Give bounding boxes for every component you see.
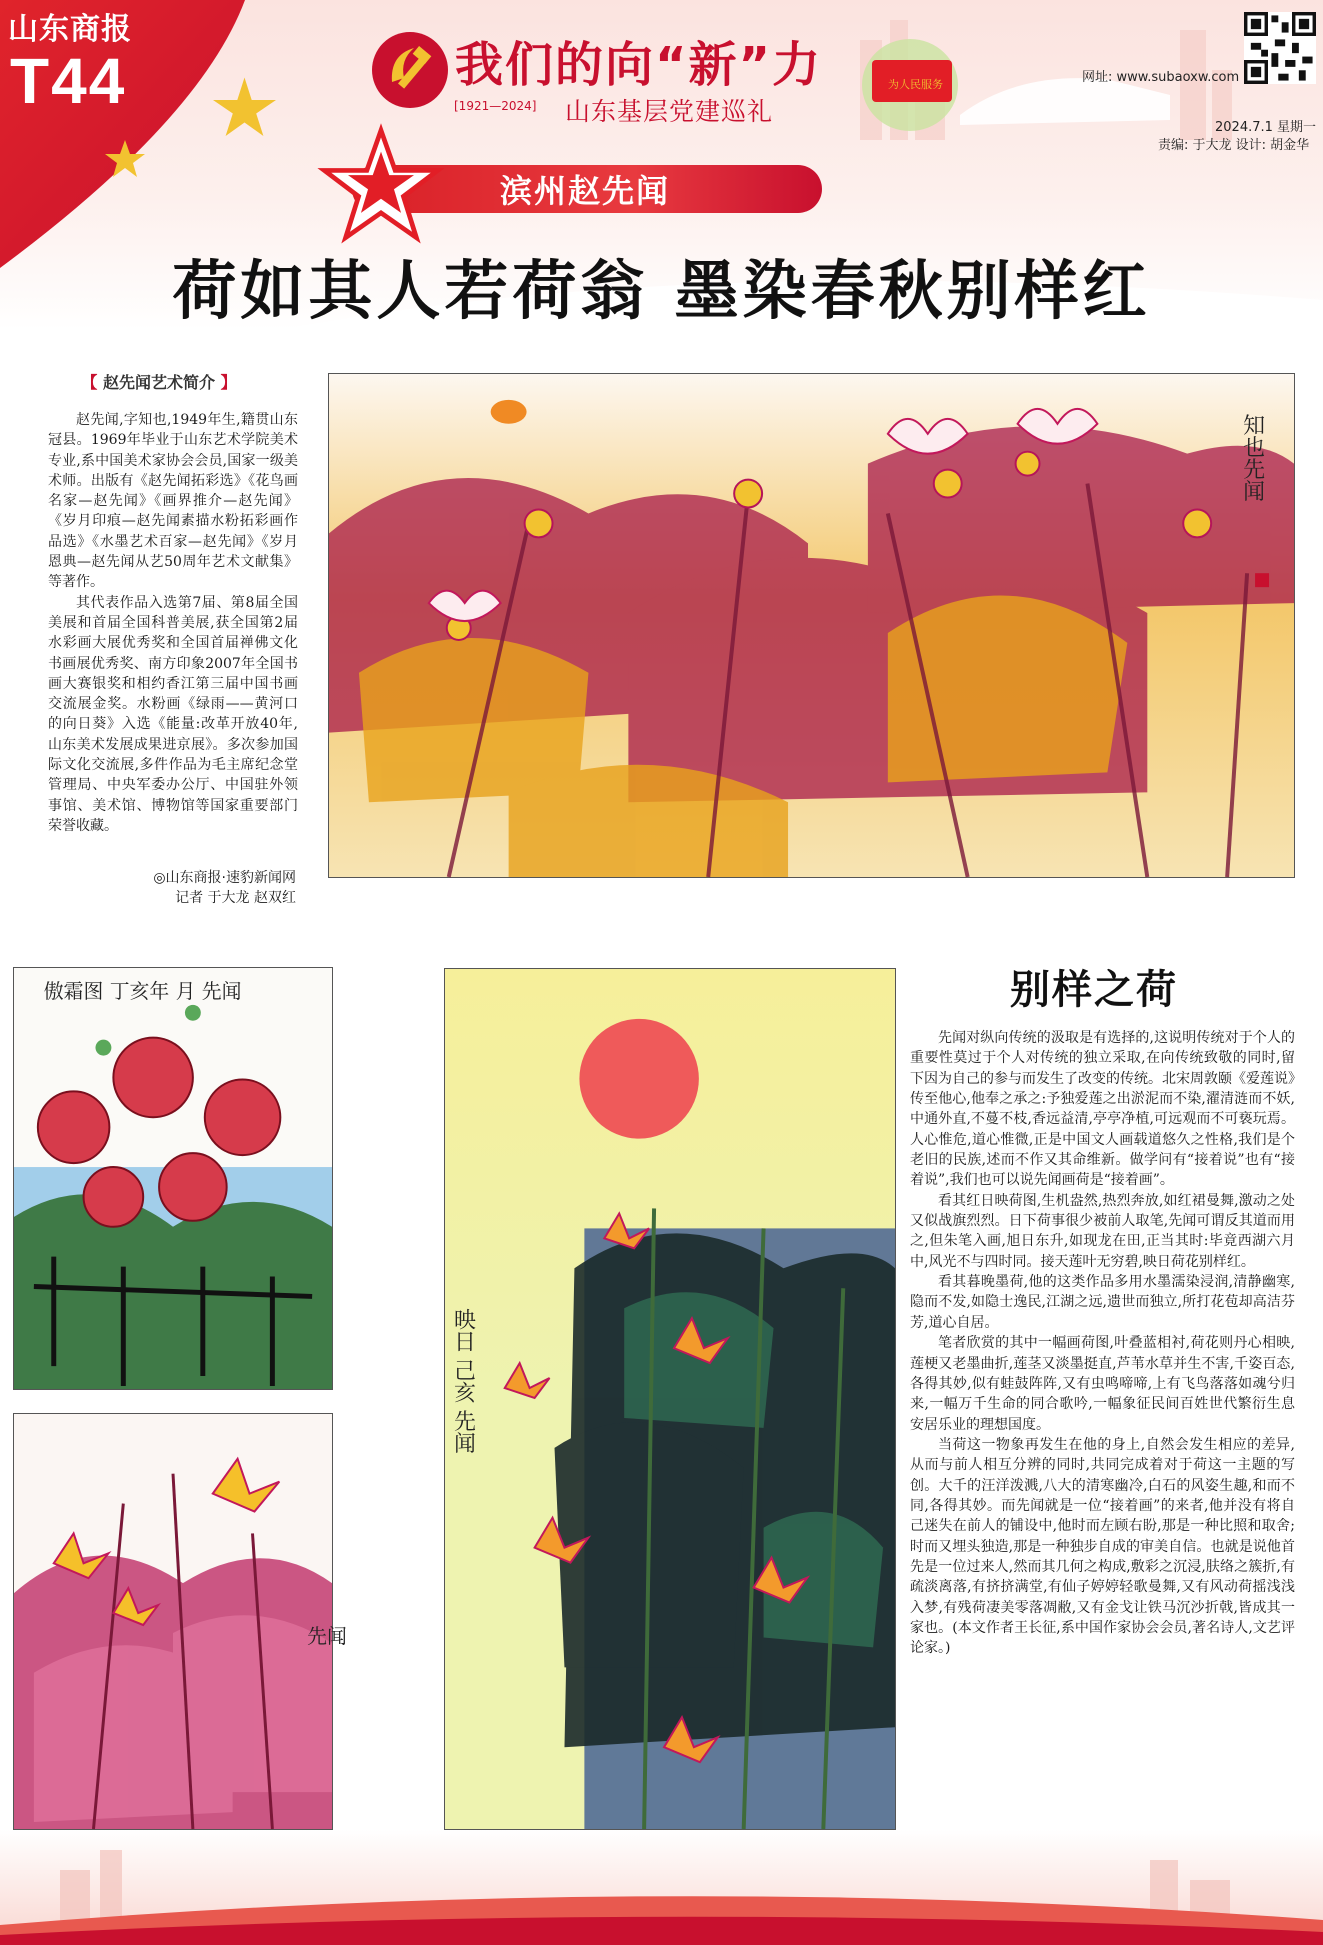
bio-paragraph: 赵先闻,字知也,1949年生,籍贯山东冠县。1969年毕业于山东艺术学院美术专业,系中国美术家协会会员,国家一级美术师。出版有《赵先闻拓彩选》《花鸟画名家—赵先闻》《画界推介—赵先闻》《岁月印痕—赵先闻素描水粉拓彩画作品选》《水墨艺术百家—赵先闻》《岁月恩典—赵先闻从艺50周年艺术文献集》等著作。 — [48, 412, 298, 591]
painting-lotus-large — [328, 373, 1295, 878]
bracket-left-icon: 【 — [81, 373, 98, 392]
article-paragraph: 先闻对纵向传统的汲取是有选择的,这说明传统对于个人的重要性莫过于个人对传统的独立采取,在向传统致敬的同时,留下因为自己的参与而发生了改变的传统。北宋周敦颐《爱莲说》传至他心,他奉之承之:予独爱莲之出淤泥而不染,濯清涟而不妖,中通外直,不蔓不枝,香远益清,亭亭净植,可远观而不可亵玩焉。人心惟危,道心惟微,正是中国文人画载道悠久之性格,我们是个老旧的民族,述而不作又其命维新。做学问有“接着说”也有“接着说”,我们也可以说先闻画荷是“接着画”。 — [910, 1030, 1295, 1189]
bio-byline — [48, 868, 296, 908]
painting-peony — [13, 967, 333, 1390]
reporter-credit: 记者 于大龙 赵双红 — [175, 890, 296, 906]
bio-body — [48, 410, 298, 836]
article-paragraph: 当荷这一物象再发生在他的身上,自然会发生相应的差异,从而与前人相互分辨的同时,共同完成着对于荷这一主题的写创。大千的汪洋泼溅,八大的清寒幽冷,白石的风姿生趣,和而不同,各得其妙。而先闻就是一位“接着画”的来者,他并没有将自己迷失在前人的铺设中,他时而左顾右盼,那是一种比照和取舍;时而又埋头独造,那是一种独步自成的审美自信。也就是说他首先是一位过来人,然而其几何之构成,敷彩之沉浸,肤络之簇折,有疏淡离落,有挤挤满堂,有仙子婷婷轻歌曼舞,又有风动荷摇浅浅入梦,有残荷凄美零落凋敝,又有金戈让铁马沉沙折戟,皆成其一家也。(本文作者王长征,系中国作家协会会员,著名诗人,文艺评论家。) — [910, 1436, 1295, 1657]
footer-decoration — [0, 1830, 1323, 1945]
seal-signature-icon: 先闻 — [307, 1624, 347, 1648]
article-paragraph: 笔者欣赏的其中一幅画荷图,叶叠蓝相衬,荷花则丹心相映,莲梗又老墨曲折,莲茎又淡墨挺直,芦苇水草并生不害,千姿百态,各得其妙,似有蛙鼓阵阵,又有虫鸣啼啼,上有飞鸟落落如魂兮归来,一幅万千生命的同合歌吟,一幅象征民间百姓世代繁衍生息安居乐业的理想国度。 — [910, 1335, 1295, 1433]
painting-peony-inscription: 傲霜图 丁亥年 月 先闻 — [43, 979, 242, 1003]
header-subtitle: 山东基层党建巡礼 — [565, 97, 774, 126]
header-title: 我们的向“新”力 — [455, 37, 823, 93]
article-body — [910, 1028, 1295, 1659]
editor-credits: 责编: 于大龙 设计: 胡金华 — [1158, 138, 1310, 153]
paper-name: 山东商报 — [8, 12, 132, 47]
bio-paragraph: 其代表作品入选第7届、第8届全国美展和首届全国科普美展,获全国第2届水彩画大展优秀奖和全国首届禅佛文化书画展优秀奖、南方印象2007年全国书画大赛银奖和相约香江第三届中国书画交流展金奖。水粉画《绿雨——黄河口的向日葵》入选《能量:改革开放40年,山东美术发展成果进京展》。多次参加国际文化交流展,多件作品为毛主席纪念堂管理局、中央军委办公厅、中国驻外领事馆、美术馆、博物馆等国家重要部门荣誉收藏。 — [48, 594, 298, 834]
star-icon — [322, 128, 440, 240]
article-paragraph: 看其红日映荷图,生机盎然,热烈奔放,如红裙曼舞,激动之处又似战旗烈烈。日下荷事很少被前人取笔,先闻可谓反其道而用之,但朱笔入画,旭日东升,如现龙在田,正当其时:毕竟西湖六月中,风光不与四时同。接天莲叶无穷碧,映日荷花别样红。 — [910, 1192, 1295, 1270]
section-ribbon-label: 滨州赵先闻 — [500, 172, 671, 210]
header-years: [1921—2024] — [454, 99, 537, 113]
page-number: T44 — [10, 45, 127, 117]
source-credit: ◎山东商报·速豹新闻网 — [153, 870, 296, 886]
painting-lotus-red — [13, 1413, 347, 1830]
article-paragraph: 看其暮晚墨荷,他的这类作品多用水墨濡染浸润,清静幽寒,隐而不发,如隐士逸民,江湖之远,遗世而独立,所打花苞却高洁芬芳,道心自居。 — [910, 1274, 1295, 1331]
party-emblem-icon — [370, 30, 450, 110]
bio-heading — [48, 370, 270, 393]
painting-sun-lotus — [444, 968, 896, 1830]
issue-date: 2024.7.1 星期一 — [1215, 120, 1317, 135]
seal-icon — [1255, 573, 1269, 587]
website-link[interactable]: 网址: www.subaoxw.com — [1082, 70, 1240, 85]
article-title: 别样之荷 — [1010, 967, 1178, 1013]
emblem-motto: 为人民服务 — [888, 78, 943, 91]
bracket-right-icon: 】 — [220, 373, 237, 392]
painting-lotus-inscription: 知也先闻 — [1239, 413, 1265, 502]
headline: 荷如其人若荷翁 墨染春秋别样红 — [172, 255, 1151, 329]
qr-code-icon[interactable] — [1244, 12, 1316, 84]
bio-heading-text: 赵先闻艺术简介 — [102, 373, 215, 392]
painting-sun-lotus-inscription: 映日 己亥 先闻 — [450, 1308, 476, 1454]
